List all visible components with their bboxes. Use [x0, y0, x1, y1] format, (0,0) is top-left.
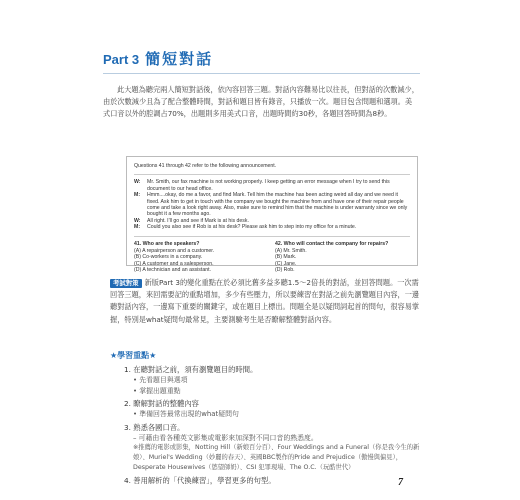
option-d: (D) A technician and an assistant. [134, 267, 211, 274]
learning-subpoint: – 可藉由看各種英文影集或電影來加深對不同口音的熟悉度。 [133, 433, 318, 442]
header-divider [103, 73, 420, 74]
learning-item [124, 364, 424, 396]
learning-subpoint: • 掌握出題重點 [133, 386, 181, 395]
learning-note: ※推薦的電影或影集，Notting Hill（新娘百分百）、Four Weddings and a Funeral（你是我今生的新娘）、Muriel's Wedding（妙麗的春天）、英國BBC製作的Pride and Prejudice（傲慢與偏見），Desperate Housewives（慾望師奶）、CSI 犯罪現場、The O.C.（玩酷世代） [133, 444, 420, 471]
learning-item [124, 398, 424, 420]
part-label: Part 3 [103, 52, 140, 67]
question-refer: Questions 41 through 42 refer to the following announcement. [134, 163, 277, 169]
learning-subpoint: • 準備回答最常出現的what疑問句 [133, 410, 239, 418]
dialogue-text: All right. I'll go and see if Mark is at his desk. [147, 217, 249, 224]
dialogue-text: Could you also see if Rob is at his desk? Please ask him to step into my office for a minute. [147, 224, 357, 231]
dialogue-line [134, 179, 410, 192]
learning-item-title: 1. 在聽對話之前，須有瀏覽題目的時間。 [124, 365, 258, 374]
questions [134, 236, 410, 274]
dialogue-line [134, 224, 410, 230]
question-41 [134, 241, 269, 274]
learning-list [124, 364, 424, 488]
intro-paragraph: 此大題為聽完兩人簡短對話後，依內容回答三題。對話內容難易比以往長，但對話的次數減少，由於次數減少且為了配合整體時間，對話和題目皆有錄音，只播放一次。題目包含問題和選項。美式口音以外的腔調占70%，出題則多用美式口音，出題時間約30秒，各題回答時間為8秒。 [103, 85, 419, 119]
tip-badge: 考試對策 [110, 279, 142, 288]
question-42 [269, 241, 410, 274]
option-c: (C) Jane. [275, 260, 297, 267]
learning-subpoint: • 先看題目與選項 [133, 376, 188, 384]
learning-item-title: 4. 善用解析的「代換練習」，學習更多的句型。 [124, 476, 276, 485]
page-number: 7 [398, 477, 403, 488]
option-a: (A) A repairperson and a customer. [134, 248, 215, 255]
question-separator [134, 174, 410, 175]
option-c: (C) A customer and a salesperson. [134, 260, 214, 267]
question-text: 42. Who will contact the company for repairs? [275, 240, 389, 247]
dialogue-speaker: M: [134, 224, 141, 231]
dialogue-line [134, 192, 410, 218]
question-text: 41. Who are the speakers? [134, 240, 200, 247]
learning-item-title: 2. 瞭解對話的整體內容 [124, 399, 199, 408]
intro-text [103, 84, 419, 121]
tip-text: 新版Part 3的變化重點在於必須比舊多益多聽1.5～2倍長的對話，並回答問題。一次需回答三題，來回需要記的重點增加，多少有些壓力，所以要練習在對話之前先瀏覽題目內容，一邊聽對話內容，一邊寫下重要的關鍵字，或在題目上標出。問題全是以疑問詞起首的問句，很容易掌握，特別是what疑問句最常見，主要測驗考生是否瞭解整體對話內容。 [110, 278, 420, 324]
dialogue-speaker: W: [134, 217, 141, 224]
exam-tip [110, 277, 420, 326]
learning-item [124, 475, 424, 486]
learning-heading: ★學習重點★ [110, 351, 157, 360]
dialogue-text: Hmm....okay, do me a favor, and find Mark. Tell him the machine has been acting weird all day and we need it fixed. Ask him to get in touch with the company we bought the machine from and have one of their repair people come and take a look right away. Also, make sure to remind him that the machine is under warranty since we only bought it a few months ago. [147, 192, 408, 218]
option-b: (B) Mark. [275, 254, 297, 261]
option-a: (A) Mr. Smith. [275, 248, 307, 255]
dialogue-text: Mr. Smith, our fax machine is not working properly. I keep getting an error message when I try to send this document to our head office. [147, 179, 390, 192]
learning-item-title: 3. 熟悉各國口音。 [124, 422, 185, 432]
question-box [126, 156, 418, 274]
option-b: (B) Co-workers in a company. [134, 254, 203, 261]
section-header [103, 48, 213, 74]
part-title: 簡短對話 [145, 50, 214, 68]
dialogue-speaker: M: [134, 192, 141, 199]
dialogue-speaker: W: [134, 179, 141, 186]
learning-item [124, 422, 424, 474]
option-d: (D) Rob. [275, 267, 295, 274]
